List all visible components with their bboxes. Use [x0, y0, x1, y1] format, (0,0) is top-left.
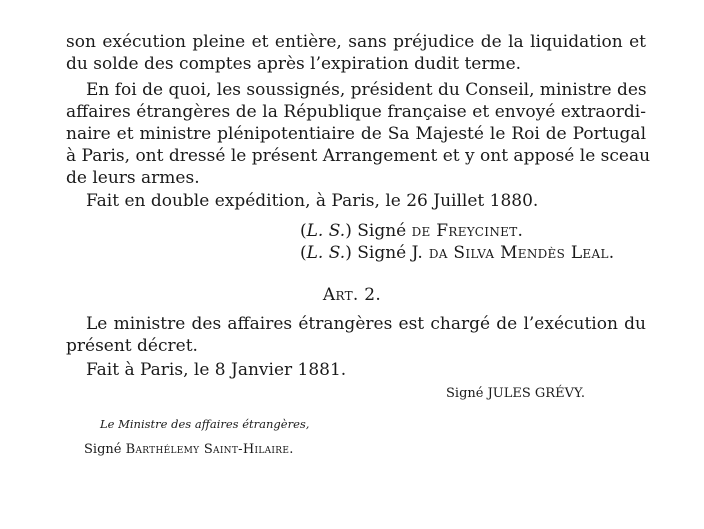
signature-freycinet: (L. S.) Signé de Freycinet. — [300, 221, 524, 241]
paragraph-2-line-2: affaires étrangères de la République française et envoyé extraordi- — [66, 102, 646, 122]
paragraph-2-line-1: En foi de quoi, les soussignés, président du Conseil, ministre des — [86, 80, 647, 100]
paragraph-2-line-3: naire et ministre plénipotentiaire de Sa Majesté le Roi de Portugal — [66, 124, 646, 144]
article-text-line-2: présent décret. — [66, 336, 198, 356]
paragraph-1-line-2: du solde des comptes après l’expiration dudit terme. — [66, 54, 522, 74]
signed-prefix: Signé — [357, 221, 407, 241]
paragraph-2-line-5: de leurs armes. — [66, 168, 200, 188]
paragraph-1-line-1: son exécution pleine et entière, sans préjudice de la liquidation et — [66, 32, 646, 52]
signed-prefix: Signé — [84, 442, 122, 457]
done-at-decree: Fait à Paris, le 8 Janvier 1881. — [86, 360, 347, 380]
article-heading: Art. 2. — [322, 285, 382, 305]
president-signature: Signé JULES GRÉVY. — [446, 386, 586, 401]
signed-prefix: Signé — [357, 243, 407, 263]
minister-title: Le Ministre des affaires étrangères, — [100, 417, 310, 431]
minister-signature — [84, 439, 294, 461]
done-at-treaty: Fait en double expédition, à Paris, le 26 Juillet 1880. — [86, 191, 539, 211]
seal-mark: L. S. — [306, 221, 346, 241]
signatory-name: Barthélemy Saint-Hilaire. — [125, 442, 294, 457]
signature-mendes-leal: (L. S.) Signé J. da Silva Mendès Leal. — [300, 243, 615, 263]
signatory-name: de Freycinet. — [411, 221, 524, 241]
paragraph-2-line-4: à Paris, ont dressé le présent Arrangement et y ont apposé le sceau — [66, 146, 651, 166]
seal-mark: L. S. — [306, 243, 346, 263]
article-text-line-1: Le ministre des affaires étrangères est chargé de l’exécution du — [86, 314, 646, 334]
signatory-name: J. da Silva Mendès Leal. — [411, 243, 615, 263]
